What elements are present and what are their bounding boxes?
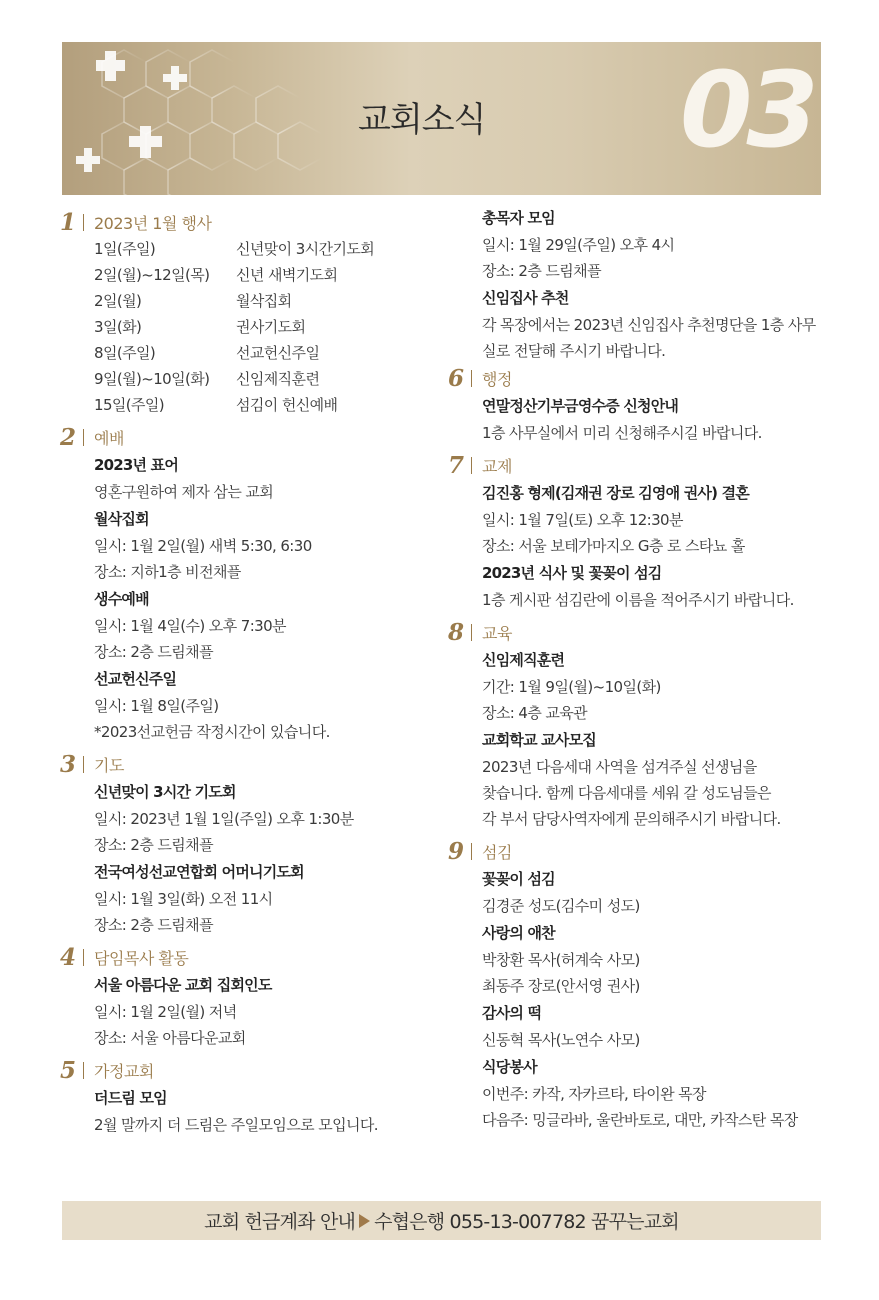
- item-line: 장소: 2층 드림채플: [482, 262, 601, 280]
- divider: [471, 843, 472, 860]
- section-title: 2023년 1월 행사: [94, 213, 212, 233]
- left-column: [60, 208, 430, 1143]
- section-number: 4: [60, 943, 77, 971]
- item-heading: 서울 아름다운 교회 집회인도: [94, 976, 272, 994]
- divider: [83, 1062, 84, 1079]
- section-4: [60, 943, 430, 1051]
- page-number: 03: [680, 49, 813, 171]
- section-header: [448, 364, 848, 392]
- section-body: [60, 971, 430, 1051]
- divider: [83, 949, 84, 966]
- item-line: 일시: 1월 4일(수) 오후 7:30분: [94, 617, 286, 635]
- item-line: 김경준 성도(김수미 성도): [482, 897, 640, 915]
- item-heading: 더드림 모임: [94, 1089, 167, 1107]
- arrow-right-icon: [359, 1214, 370, 1228]
- item-line: 장소: 2층 드림채플: [94, 916, 213, 934]
- section-body: [448, 865, 848, 1133]
- item-line: 일시: 1월 8일(주일): [94, 697, 219, 715]
- item-line: 일시: 1월 29일(주일) 오후 4시: [482, 236, 675, 254]
- item-line: 최동주 장로(안서영 권사): [482, 977, 640, 995]
- event-row: [94, 366, 430, 392]
- event-name: 권사기도회: [236, 318, 306, 336]
- section-number: 3: [60, 750, 77, 778]
- item-heading: 꽃꽂이 섬김: [482, 870, 555, 888]
- divider: [471, 370, 472, 387]
- item-line: 1층 게시판 섬김란에 이름을 적어주시기 바랍니다.: [482, 591, 794, 609]
- item-line: 1층 사무실에서 미리 신청해주시길 바랍니다.: [482, 424, 762, 442]
- section-number: 8: [448, 618, 465, 646]
- section-9: [448, 837, 848, 1133]
- item-line: 박창환 목사(허계숙 사모): [482, 951, 640, 969]
- event-date: 15일(주일): [94, 396, 165, 414]
- item-line: 일시: 1월 2일(월) 새벽 5:30, 6:30: [94, 537, 312, 555]
- section-title: 섬김: [482, 842, 512, 862]
- item-heading: 신임집사 추천: [482, 289, 569, 307]
- section-7: [448, 451, 848, 613]
- section-header: [448, 837, 848, 865]
- event-row: [94, 340, 430, 366]
- section-header: [448, 451, 848, 479]
- item-line: 장소: 서울 아름다운교회: [94, 1029, 246, 1047]
- section-header: [60, 943, 430, 971]
- section-header: [60, 1056, 430, 1084]
- item-line: 일시: 1월 3일(화) 오전 11시: [94, 890, 273, 908]
- section-body: [448, 392, 848, 446]
- divider: [83, 756, 84, 773]
- item-heading: 월삭집회: [94, 510, 149, 528]
- event-row: [94, 262, 430, 288]
- event-date: 2일(월)~12일(목): [94, 266, 210, 284]
- event-date: 1일(주일): [94, 240, 156, 258]
- item-line: 장소: 서울 보테가마지오 G층 로 스타뇨 홀: [482, 537, 745, 555]
- section-body: [60, 778, 430, 938]
- event-name: 월삭집회: [236, 292, 292, 310]
- section-body: [448, 646, 848, 832]
- event-name: 섬김이 헌신예배: [236, 396, 338, 414]
- section-number: 2: [60, 423, 77, 451]
- section-header: [60, 208, 430, 236]
- item-heading: 교회학교 교사모집: [482, 731, 596, 749]
- section-title: 교육: [482, 623, 512, 643]
- section-title: 가정교회: [94, 1061, 154, 1081]
- item-line: 영혼구원하여 제자 삼는 교회: [94, 483, 274, 501]
- item-line: 각 부서 담당사역자에게 문의해주시기 바랍니다.: [482, 810, 781, 828]
- event-row: [94, 392, 430, 418]
- page-title: 교회소식: [358, 100, 486, 140]
- section-number: 1: [60, 208, 77, 236]
- section-header: [60, 750, 430, 778]
- section-number: 7: [448, 451, 465, 479]
- item-heading: 선교헌신주일: [94, 670, 177, 688]
- event-row: [94, 314, 430, 340]
- section-title: 기도: [94, 755, 124, 775]
- section-header: [448, 618, 848, 646]
- item-line: 찾습니다. 함께 다음세대를 세워 갈 성도님들은: [482, 784, 771, 802]
- section-body: [60, 1084, 430, 1138]
- offering-account-bar: [62, 1201, 821, 1240]
- divider: [83, 429, 84, 446]
- section-5: [60, 1056, 430, 1138]
- item-line: 장소: 2층 드림채플: [94, 836, 213, 854]
- event-date: 3일(화): [94, 318, 142, 336]
- item-heading: 전국여성선교연합회 어머니기도회: [94, 863, 304, 881]
- divider: [83, 214, 84, 231]
- item-heading: 신임제직훈련: [482, 651, 565, 669]
- right-column: [448, 204, 848, 1138]
- section-1: [60, 208, 430, 418]
- item-line: 다음주: 밍글라바, 울란바토로, 대만, 카작스탄 목장: [482, 1111, 798, 1129]
- item-line: *2023선교헌금 작정시간이 있습니다.: [94, 723, 330, 741]
- item-heading: 감사의 떡: [482, 1004, 542, 1022]
- item-heading: 사랑의 애찬: [482, 924, 555, 942]
- event-row: [94, 236, 430, 262]
- section-title: 교제: [482, 456, 512, 476]
- divider: [471, 457, 472, 474]
- continued-section: [448, 204, 848, 364]
- item-heading: 2023년 표어: [94, 456, 179, 474]
- item-line: 장소: 2층 드림채플: [94, 643, 213, 661]
- section-title: 예배: [94, 428, 124, 448]
- item-line: 일시: 1월 7일(토) 오후 12:30분: [482, 511, 683, 529]
- item-line: 각 목장에서는 2023년 신임집사 추천명단을 1층 사무: [482, 316, 816, 334]
- right-sections: [448, 364, 848, 1133]
- section-title: 담임목사 활동: [94, 948, 189, 968]
- header-banner: [62, 42, 821, 195]
- event-row: [94, 288, 430, 314]
- event-name: 신년 새벽기도회: [236, 266, 338, 284]
- item-line: 일시: 1월 2일(월) 저녁: [94, 1003, 237, 1021]
- item-heading: 신년맞이 3시간 기도회: [94, 783, 236, 801]
- section-8: [448, 618, 848, 832]
- section-header: [60, 423, 430, 451]
- item-line: 이번주: 카작, 자카르타, 타이완 목장: [482, 1085, 706, 1103]
- item-heading: 식당봉사: [482, 1058, 537, 1076]
- section-body: [60, 236, 430, 418]
- section-title: 행정: [482, 369, 512, 389]
- item-heading: 총목자 모임: [482, 209, 555, 227]
- item-line: 기간: 1월 9일(월)~10일(화): [482, 678, 661, 696]
- event-date: 8일(주일): [94, 344, 156, 362]
- item-line: 일시: 2023년 1월 1일(주일) 오후 1:30분: [94, 810, 354, 828]
- event-name: 신년맞이 3시간기도회: [236, 240, 375, 258]
- section-3: [60, 750, 430, 938]
- item-heading: 2023년 식사 및 꽃꽂이 섬김: [482, 564, 662, 582]
- section-number: 5: [60, 1056, 77, 1084]
- footer-label: 교회 헌금계좌 안내: [204, 1211, 356, 1233]
- item-heading: 김진홍 형제(김재권 장로 김영애 권사) 결혼: [482, 484, 749, 502]
- event-name: 신임제직훈련: [236, 370, 320, 388]
- item-line: 장소: 지하1층 비전채플: [94, 563, 241, 581]
- section-6: [448, 364, 848, 446]
- item-heading: 연말정산기부금영수증 신청안내: [482, 397, 679, 415]
- item-line: 2월 말까지 더 드림은 주일모임으로 모입니다.: [94, 1116, 378, 1134]
- item-heading: 생수예배: [94, 590, 149, 608]
- item-line: 실로 전달해 주시기 바랍니다.: [482, 342, 666, 360]
- event-date: 2일(월): [94, 292, 142, 310]
- section-number: 9: [448, 837, 465, 865]
- section-number: 6: [448, 364, 465, 392]
- event-name: 선교헌신주일: [236, 344, 320, 362]
- event-date: 9일(월)~10일(화): [94, 370, 210, 388]
- item-line: 장소: 4층 교육관: [482, 704, 588, 722]
- section-body: [60, 451, 430, 745]
- section-body: [448, 479, 848, 613]
- footer-account: 수협은행 055-13-007782 꿈꾸는교회: [374, 1211, 679, 1233]
- section-2: [60, 423, 430, 745]
- item-line: 신동혁 목사(노연수 사모): [482, 1031, 640, 1049]
- divider: [471, 624, 472, 641]
- item-line: 2023년 다음세대 사역을 섬겨주실 선생님을: [482, 758, 757, 776]
